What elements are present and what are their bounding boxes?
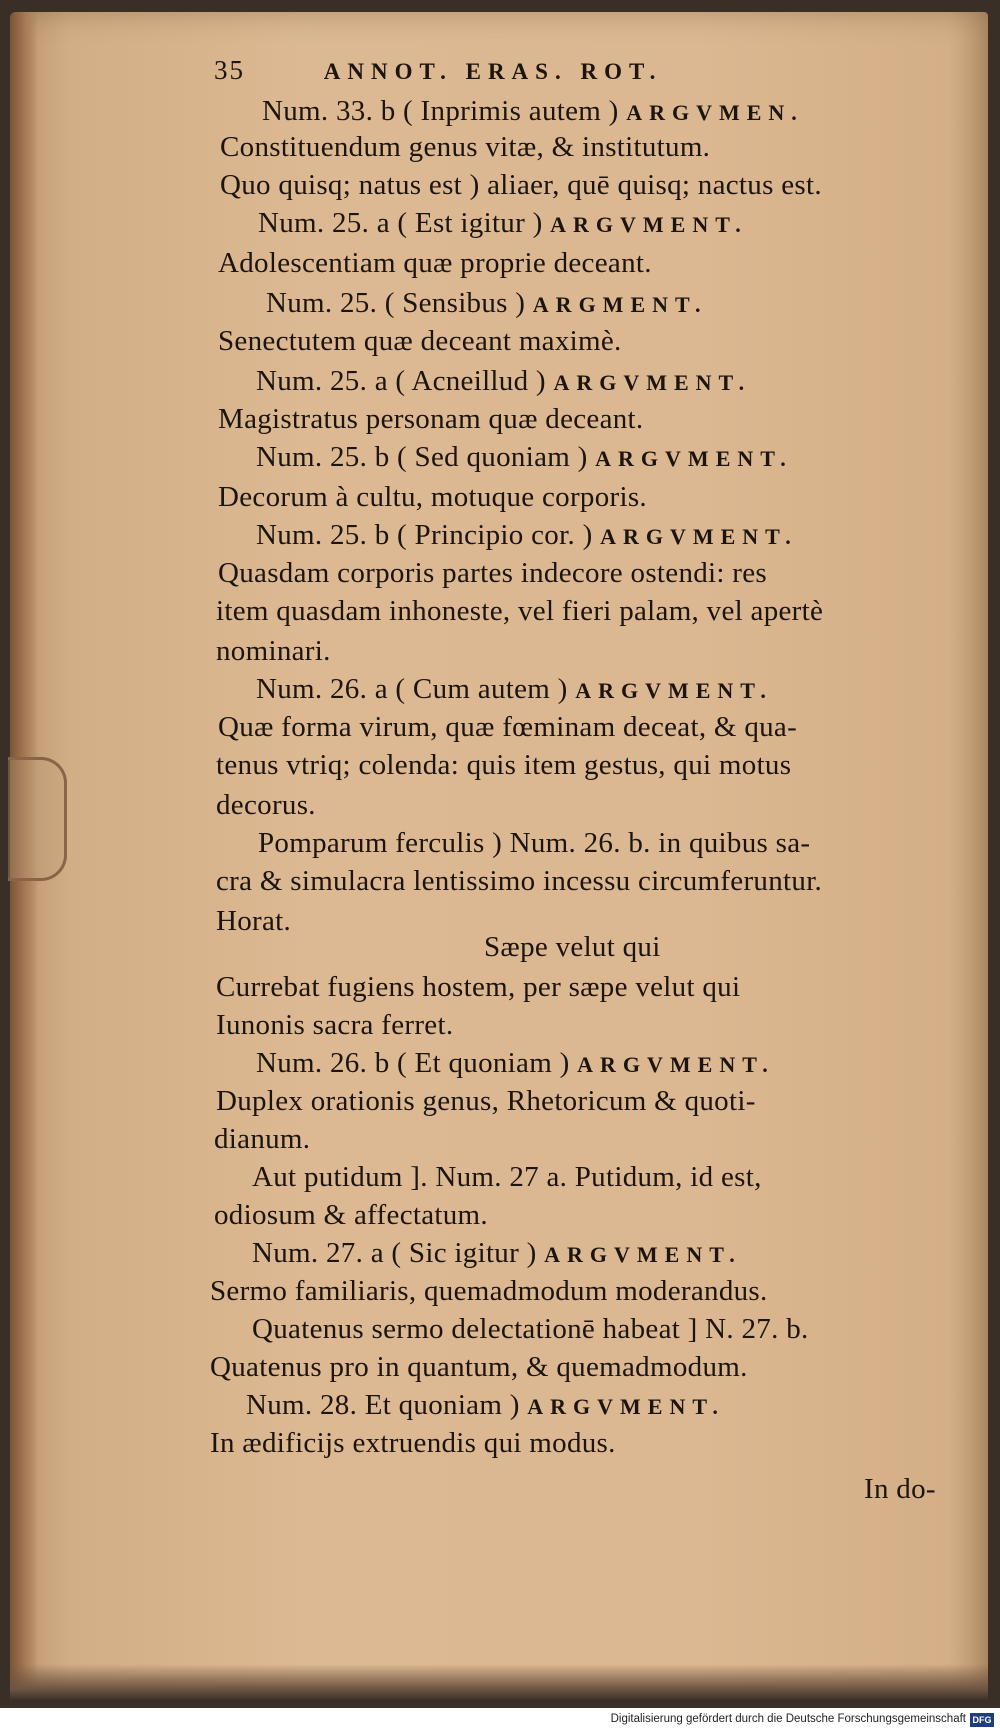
digitization-footer (0, 1708, 1000, 1734)
argument-label: ARGVMENT. (544, 1242, 742, 1267)
argument-label: ARGVMENT. (600, 524, 798, 549)
text-line (216, 1008, 453, 1042)
line-text: odiosum & affectatum. (214, 1199, 488, 1231)
argument-label: ARGVMENT. (577, 1052, 775, 1077)
text-line (262, 94, 804, 130)
text-line (216, 594, 823, 628)
text-line (214, 1122, 310, 1156)
text-line (216, 748, 791, 782)
line-text: Num. 25. b ( Principio cor. ) (256, 519, 601, 551)
text-line (266, 286, 708, 322)
text-line (484, 930, 661, 964)
argument-label: ARGVMENT. (527, 1394, 725, 1419)
text-line (252, 1236, 742, 1272)
line-text: Sermo familiaris, quemadmodum moderandus. (210, 1275, 768, 1307)
line-text: item quasdam inhoneste, vel fieri palam, vel apertè (216, 595, 824, 627)
text-line (252, 1312, 809, 1346)
line-text: Num. 25. ( Sensibus ) (266, 287, 533, 319)
line-text: In do- (864, 1473, 936, 1505)
text-line (218, 402, 643, 436)
argument-label: ARGVMENT. (595, 446, 793, 471)
text-line (256, 672, 773, 708)
text-line (252, 1160, 762, 1194)
line-text: Quatenus pro in quantum, & quemadmodum. (210, 1351, 748, 1383)
text-line (256, 518, 798, 554)
text-line (210, 1274, 768, 1308)
line-text: Senectutem quæ deceant maximè. (218, 325, 622, 357)
line-text: tenus vtriq; colenda: quis item gestus, qui motus (216, 749, 792, 781)
line-text: Quæ forma virum, quæ fœminam deceat, & qua- (218, 711, 798, 743)
text-line (256, 1046, 775, 1082)
text-line (218, 324, 622, 358)
line-text: Currebat fugiens hostem, per sæpe velut qui (216, 971, 741, 1003)
text-line (218, 556, 767, 590)
line-text: Num. 26. a ( Cum autem ) (256, 673, 576, 705)
text-line (218, 710, 797, 744)
text-line (256, 440, 793, 476)
text-line (258, 206, 748, 242)
line-text: Num. 25. b ( Sed quoniam ) (256, 441, 596, 473)
line-text: Num. 25. a ( Acneillud ) (256, 365, 554, 397)
line-text: Num. 28. Et quoniam ) (246, 1389, 528, 1421)
text-line (216, 864, 822, 898)
argument-label: ARGVMENT. (553, 370, 752, 395)
text-line (216, 1084, 756, 1118)
line-text: Horat. (216, 905, 292, 937)
line-text: Adolescentiam quæ proprie deceant. (218, 247, 652, 279)
funding-credit: Digitalisierung gefördert durch die Deutsche Forschungsgemeinschaft (610, 1713, 966, 1725)
text-line (210, 1426, 616, 1460)
running-header (214, 55, 662, 86)
line-text: Aut putidum ]. Num. 27 a. Putidum, id est, (252, 1161, 762, 1193)
line-text: In ædificijs extruendis qui modus. (210, 1427, 616, 1459)
text-line (216, 634, 331, 668)
text-line (218, 246, 652, 280)
line-text: Quasdam corporis partes indecore ostendi: res (218, 557, 768, 589)
line-text: Magistratus personam quæ deceant. (218, 403, 644, 435)
line-text: Constituendum genus vitæ, & institutum. (220, 131, 711, 163)
line-text: Decorum à cultu, motuque corporis. (218, 481, 647, 513)
line-text: Duplex orationis genus, Rhetoricum & quoti- (216, 1085, 756, 1117)
line-text: Quo quisq; natus est ) aliaer, quē quisq; nactus est. (220, 169, 822, 201)
line-text: Quatenus sermo delectationē habeat ] N. 27. b. (252, 1313, 809, 1345)
catchword (864, 1472, 936, 1506)
line-text: decorus. (216, 789, 316, 821)
line-text: nominari. (216, 635, 331, 667)
running-title: ANNOT. ERAS. ROT. (323, 59, 663, 84)
argument-label: ARGVMEN. (626, 100, 804, 125)
line-text: Num. 25. a ( Est igitur ) (258, 207, 551, 239)
line-text: Sæpe velut qui (484, 931, 661, 963)
line-text: Num. 26. b ( Et quoniam ) (256, 1047, 578, 1079)
text-line (218, 480, 647, 514)
text-line (256, 364, 751, 400)
text-line (210, 1350, 748, 1384)
text-line (220, 130, 710, 164)
dfg-logo-icon: DFG (970, 1713, 994, 1727)
text-line (258, 826, 810, 860)
argument-label: ARGVMENT. (550, 212, 748, 237)
page-number: 35 (214, 55, 245, 85)
text-line (216, 904, 291, 938)
text-line (216, 970, 740, 1004)
line-text: Num. 27. a ( Sic igitur ) (252, 1237, 545, 1269)
text-line (220, 168, 822, 202)
line-text: cra & simulacra lentissimo incessu circumferuntur. (216, 865, 823, 897)
line-text: Iunonis sacra ferret. (216, 1009, 454, 1041)
text-line (246, 1388, 725, 1424)
argument-label: ARGMENT. (532, 292, 708, 317)
text-line (214, 1198, 488, 1232)
line-text: Num. 33. b ( Inprimis autem ) (262, 95, 627, 127)
line-text: Pomparum ferculis ) Num. 26. b. in quibus sa- (258, 827, 811, 859)
line-text: dianum. (214, 1123, 311, 1155)
text-line (216, 788, 316, 822)
argument-label: ARGVMENT. (575, 678, 773, 703)
